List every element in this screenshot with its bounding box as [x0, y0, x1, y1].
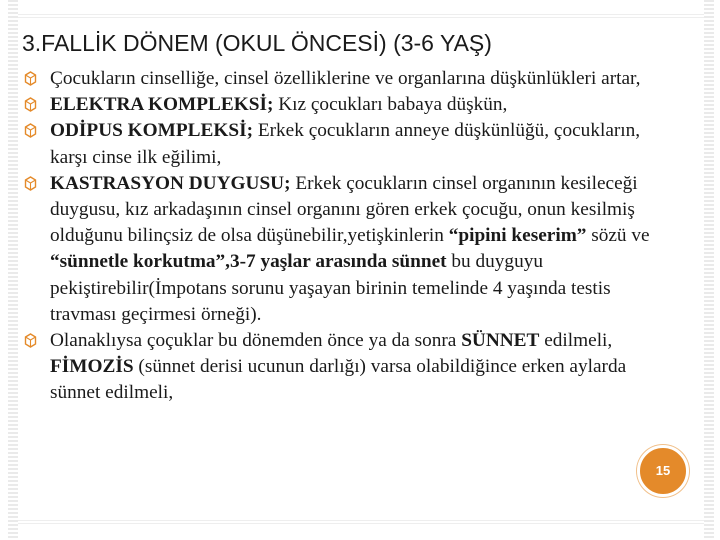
list-item — [24, 118, 674, 170]
bullet-icon — [24, 97, 37, 112]
bullet-icon — [24, 123, 37, 138]
top-border-decoration — [18, 14, 704, 20]
bullet-emphasis: SÜNNET — [461, 330, 540, 352]
bullet-term: KASTRASYON DUYGUSU; — [50, 172, 291, 194]
slide-number: 15 — [655, 463, 671, 478]
bullet-icon — [24, 333, 37, 348]
bullet-text: edilmeli, — [539, 330, 613, 352]
bullet-emphasis: “sünnetle korkutma”,3-7 yaşlar arasında sünnet — [50, 251, 447, 273]
bullet-emphasis: “pipini keserim” — [448, 225, 587, 247]
bullet-term: ELEKTRA KOMPLEKSİ; — [50, 94, 274, 116]
list-item — [24, 66, 674, 92]
slide-title: 3.FALLİK DÖNEM (OKUL ÖNCESİ) (3-6 YAŞ) — [22, 30, 492, 56]
list-item — [24, 92, 674, 118]
bullet-text: sözü ve — [586, 225, 650, 247]
right-border-decoration — [704, 0, 714, 540]
bullet-term: ODİPUS KOMPLEKSİ; — [50, 120, 254, 142]
bullet-text: (sünnet derisi ucunun darlığı) varsa olabildiğince erken aylarda sünnet edilmeli, — [50, 356, 627, 404]
left-border-decoration — [8, 0, 18, 540]
list-item — [24, 328, 674, 407]
bullet-text: Olanaklıysa çoçuklar bu dönemden önce ya da sonra — [50, 330, 462, 352]
list-item — [24, 171, 674, 328]
bullet-emphasis: FİMOZİS — [50, 356, 134, 378]
bullet-icon — [24, 176, 37, 191]
bullet-icon — [24, 71, 37, 86]
bullet-text: bu duyguyu pekiştirebilir(İmpotans sorunu yaşayan birinin temelinde 4 yaşında testis travması geçirmesi örneği). — [50, 251, 611, 325]
bullet-list — [24, 66, 674, 407]
bullet-text: Erkek çocukların anneye düşkünlüğü, çocukların, karşı cinse ilk eğilimi, — [50, 120, 641, 168]
bottom-border-decoration — [18, 520, 704, 526]
bullet-text: Kız çocukları babaya düşkün, — [273, 94, 508, 116]
slide-number-badge — [637, 445, 689, 497]
bullet-text: Erkek çocukların cinsel organının kesileceği duygusu, kız arkadaşının cinsel organını gören erkek çocuğu, onun kesilmiş olduğunu bilinçsiz de olsa düşünebilir,yetişkinlerin — [50, 172, 638, 247]
bullet-text: Çocukların cinselliğe, cinsel özelliklerine ve organlarına düşkünlükleri artar, — [50, 68, 641, 89]
